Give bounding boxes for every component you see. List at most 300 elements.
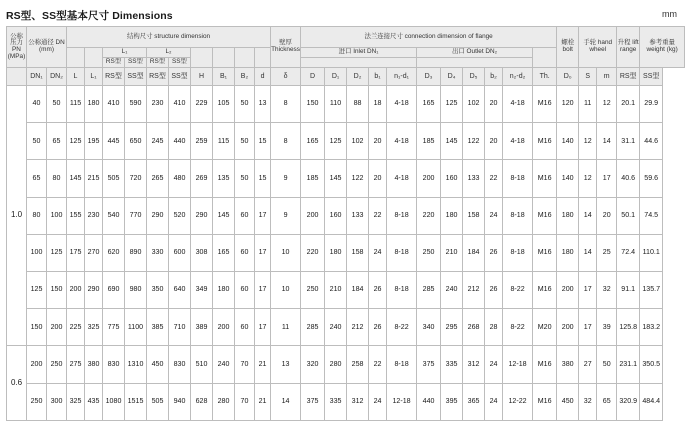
table-cell: 275 <box>67 346 85 383</box>
table-cell: 22 <box>369 197 387 234</box>
bolt-header: 螺栓 bolt <box>557 27 579 68</box>
table-cell: M16 <box>533 383 557 420</box>
table-cell: 60 <box>235 234 255 271</box>
page-title: RS型、SS型基本尺寸 Dimensions <box>6 10 173 22</box>
table-row <box>7 271 685 308</box>
table-cell: 185 <box>417 123 441 160</box>
table-cell: 91.1 <box>617 271 640 308</box>
table-cell: 325 <box>85 309 103 346</box>
table-cell: 200 <box>47 309 67 346</box>
table-cell: 14 <box>271 383 301 420</box>
table-cell: 231.1 <box>617 346 640 383</box>
table-cell: M20 <box>533 309 557 346</box>
table-cell: 295 <box>441 309 463 346</box>
table-cell: 50 <box>47 86 67 123</box>
table-cell: 1080 <box>103 383 125 420</box>
table-cell: 150 <box>27 309 47 346</box>
table-cell: 11 <box>271 309 301 346</box>
table-cell: 220 <box>301 234 325 271</box>
table-cell: 365 <box>463 383 485 420</box>
dimensions-table <box>6 26 685 421</box>
table-cell: 280 <box>213 383 235 420</box>
table-cell: 39 <box>597 309 617 346</box>
table-cell: 160 <box>441 160 463 197</box>
table-cell: 12-22 <box>503 383 533 420</box>
table-cell: 155 <box>67 197 85 234</box>
column-code: D₃ <box>417 68 441 86</box>
column-code: SS型 <box>125 68 147 86</box>
table-cell: 65 <box>27 160 47 197</box>
table-cell: 940 <box>169 383 191 420</box>
column-code: D₂ <box>347 68 369 86</box>
column-code: RS型 <box>617 68 640 86</box>
table-cell: 102 <box>463 86 485 123</box>
column-code: L₁ <box>85 68 103 86</box>
table-cell: 15 <box>255 160 271 197</box>
table-cell: 133 <box>463 160 485 197</box>
table-cell: 200 <box>417 160 441 197</box>
table-cell: 8-18 <box>387 197 417 234</box>
table-cell: 410 <box>169 86 191 123</box>
table-cell: 120 <box>557 86 579 123</box>
table-cell: 8-18 <box>387 234 417 271</box>
l2-header: L₂ <box>147 48 191 58</box>
table-cell: 125 <box>325 123 347 160</box>
pressure-cell: 0.6 <box>7 346 27 420</box>
table-cell: 440 <box>417 383 441 420</box>
table-cell: 20 <box>369 160 387 197</box>
table-cell: 770 <box>125 197 147 234</box>
table-cell: 620 <box>103 234 125 271</box>
table-cell: 830 <box>169 346 191 383</box>
table-cell: 180 <box>213 271 235 308</box>
table-cell: 122 <box>347 160 369 197</box>
column-code: b₁ <box>369 68 387 86</box>
column-code: L <box>67 68 85 86</box>
table-cell: 24 <box>485 383 503 420</box>
table-cell: 125 <box>67 123 85 160</box>
table-cell: 8 <box>271 86 301 123</box>
table-cell: 50 <box>235 160 255 197</box>
column-code: B₁ <box>213 68 235 86</box>
table-cell: 10 <box>271 234 301 271</box>
table-row <box>7 86 685 123</box>
table-cell: 125 <box>441 86 463 123</box>
table-cell: 26 <box>369 271 387 308</box>
table-row <box>7 383 685 420</box>
outlet-header: 出口 Outlet DN₂ <box>417 48 533 58</box>
table-cell: 8 <box>271 123 301 160</box>
table-row <box>7 346 685 383</box>
table-cell: 290 <box>147 197 169 234</box>
table-cell: 690 <box>103 271 125 308</box>
table-cell: 180 <box>85 86 103 123</box>
table-cell: 14 <box>597 123 617 160</box>
table-cell: 32 <box>597 271 617 308</box>
table-cell: 133 <box>347 197 369 234</box>
table-cell: 300 <box>47 383 67 420</box>
pn-header: 公称压力 PN (MPa) <box>7 27 27 68</box>
table-cell: 18 <box>369 86 387 123</box>
table-cell: 340 <box>417 309 441 346</box>
table-cell: 24 <box>369 234 387 271</box>
column-code: D₁ <box>325 68 347 86</box>
table-cell: 312 <box>463 346 485 383</box>
table-cell: 20.1 <box>617 86 640 123</box>
column-code: SS型 <box>640 68 663 86</box>
column-code: DN₁ <box>27 68 47 86</box>
table-cell: 175 <box>67 234 85 271</box>
table-cell: 28 <box>485 309 503 346</box>
l1-header: L₁ <box>103 48 147 58</box>
rs-type-label: RS型 <box>147 58 169 68</box>
table-cell: 8-18 <box>503 234 533 271</box>
ss-type-label: SS型 <box>125 58 147 68</box>
table-cell: 450 <box>147 346 169 383</box>
table-cell: 24 <box>485 197 503 234</box>
table-cell: 640 <box>169 271 191 308</box>
table-cell: 450 <box>557 383 579 420</box>
table-cell: 60 <box>235 197 255 234</box>
table-cell: 40.6 <box>617 160 640 197</box>
table-cell: 4-18 <box>387 86 417 123</box>
table-cell: 320 <box>301 346 325 383</box>
table-cell: 70 <box>235 383 255 420</box>
table-cell: 20 <box>485 123 503 160</box>
table-cell: 8-22 <box>503 271 533 308</box>
table-cell: 21 <box>255 346 271 383</box>
table-cell: 60 <box>235 271 255 308</box>
table-row <box>7 197 685 234</box>
table-cell: 385 <box>147 309 169 346</box>
table-cell: 12 <box>579 160 597 197</box>
table-cell: 200 <box>301 197 325 234</box>
table-cell: 125 <box>27 271 47 308</box>
table-cell: 8-18 <box>503 160 533 197</box>
table-cell: 185 <box>301 160 325 197</box>
table-cell: 210 <box>441 234 463 271</box>
table-cell: 4-18 <box>387 160 417 197</box>
table-cell: 50.1 <box>617 197 640 234</box>
table-row <box>7 234 685 271</box>
table-cell: 510 <box>191 346 213 383</box>
table-cell: 380 <box>85 346 103 383</box>
rs-type-label: RS型 <box>103 58 125 68</box>
table-cell: 285 <box>301 309 325 346</box>
table-cell: 8-22 <box>503 309 533 346</box>
thickness-header: 壁厚 Thickness <box>271 27 301 68</box>
unit-label: mm <box>662 9 677 19</box>
table-cell: 17 <box>255 197 271 234</box>
column-code: SS型 <box>169 68 191 86</box>
table-cell: 158 <box>347 234 369 271</box>
table-cell: 259 <box>191 123 213 160</box>
table-cell: 102 <box>347 123 369 160</box>
table-cell: 50 <box>235 86 255 123</box>
table-cell: 484.4 <box>640 383 663 420</box>
table-cell: 8-22 <box>387 309 417 346</box>
weight-header: 参考重量 weight (kg) <box>640 27 685 68</box>
table-cell: 9 <box>271 160 301 197</box>
table-cell: 32 <box>579 383 597 420</box>
column-code: n₂-d₂ <box>503 68 533 86</box>
table-cell: 125.8 <box>617 309 640 346</box>
table-cell: 160 <box>325 197 347 234</box>
table-cell: 1515 <box>125 383 147 420</box>
table-cell: 285 <box>417 271 441 308</box>
table-cell: 890 <box>125 234 147 271</box>
table-cell: 14 <box>579 197 597 234</box>
table-cell: 375 <box>417 346 441 383</box>
table-cell: 140 <box>557 160 579 197</box>
table-cell: 12-18 <box>503 346 533 383</box>
column-code: n₁-d₁ <box>387 68 417 86</box>
table-cell: M16 <box>533 86 557 123</box>
table-cell: 330 <box>147 234 169 271</box>
table-cell: 720 <box>125 160 147 197</box>
table-cell: 308 <box>191 234 213 271</box>
table-cell: 165 <box>417 86 441 123</box>
table-cell: 17 <box>597 160 617 197</box>
table-cell: 80 <box>47 160 67 197</box>
table-cell: 4-18 <box>503 86 533 123</box>
table-cell: 31.1 <box>617 123 640 160</box>
table-row <box>7 123 685 160</box>
table-cell: 100 <box>47 197 67 234</box>
table-cell: 250 <box>47 346 67 383</box>
table-cell: 980 <box>125 271 147 308</box>
table-cell: 335 <box>325 383 347 420</box>
table-cell: 12 <box>597 86 617 123</box>
table-cell: 122 <box>463 123 485 160</box>
table-cell: 200 <box>557 309 579 346</box>
table-cell: 17 <box>255 271 271 308</box>
table-cell: 830 <box>103 346 125 383</box>
table-cell: 100 <box>27 234 47 271</box>
table-cell: 183.2 <box>640 309 663 346</box>
table-cell: 115 <box>213 123 235 160</box>
table-cell: 240 <box>441 271 463 308</box>
table-cell: 230 <box>147 86 169 123</box>
table-cell: 10 <box>271 271 301 308</box>
table-cell: 165 <box>213 234 235 271</box>
table-cell: 180 <box>441 197 463 234</box>
inlet-header: 进口 Inlet DN₁ <box>301 48 417 58</box>
table-cell: 20 <box>597 197 617 234</box>
table-cell: 17 <box>579 271 597 308</box>
table-cell: 13 <box>271 346 301 383</box>
table-cell: 8-18 <box>387 271 417 308</box>
table-cell: 184 <box>463 234 485 271</box>
table-cell: 24 <box>369 383 387 420</box>
table-cell: 220 <box>417 197 441 234</box>
column-code: d <box>255 68 271 86</box>
table-cell: 12 <box>579 123 597 160</box>
pressure-cell: 1.0 <box>7 86 27 346</box>
table-cell: 245 <box>147 123 169 160</box>
table-cell: 628 <box>191 383 213 420</box>
table-cell: 410 <box>103 86 125 123</box>
table-cell: M16 <box>533 123 557 160</box>
column-code: b₂ <box>485 68 503 86</box>
table-cell: 65 <box>597 383 617 420</box>
structure-header: 结构尺寸 structure dimension <box>67 27 271 48</box>
table-cell: 280 <box>325 346 347 383</box>
table-cell: 40 <box>27 86 47 123</box>
table-cell: 335 <box>441 346 463 383</box>
column-code: RS型 <box>103 68 125 86</box>
column-code: m <box>597 68 617 86</box>
table-cell: 380 <box>557 346 579 383</box>
table-cell: 110.1 <box>640 234 663 271</box>
table-cell: 8-18 <box>503 197 533 234</box>
table-cell: 350.5 <box>640 346 663 383</box>
table-cell: 20 <box>485 86 503 123</box>
column-code: δ <box>271 68 301 86</box>
table-cell: 88 <box>347 86 369 123</box>
table-cell: 200 <box>67 271 85 308</box>
table-cell: 650 <box>125 123 147 160</box>
table-cell: 505 <box>147 383 169 420</box>
table-cell: 230 <box>85 197 103 234</box>
dn-header: 公称通径 DN (mm) <box>27 27 67 68</box>
table-cell: 269 <box>191 160 213 197</box>
column-code: D₄ <box>441 68 463 86</box>
table-cell: 505 <box>103 160 125 197</box>
table-cell: 195 <box>85 123 103 160</box>
table-cell: M16 <box>533 271 557 308</box>
table-cell: 180 <box>557 234 579 271</box>
table-cell: 240 <box>213 346 235 383</box>
table-cell: 200 <box>27 346 47 383</box>
table-cell: 4-18 <box>387 123 417 160</box>
table-cell: 590 <box>125 86 147 123</box>
table-cell: 184 <box>347 271 369 308</box>
table-cell: 320.9 <box>617 383 640 420</box>
table-cell: 210 <box>325 271 347 308</box>
table-cell: 145 <box>441 123 463 160</box>
table-cell: M16 <box>533 234 557 271</box>
table-cell: 145 <box>67 160 85 197</box>
table-cell: M16 <box>533 160 557 197</box>
table-cell: 250 <box>27 383 47 420</box>
table-cell: 225 <box>67 309 85 346</box>
table-cell: 145 <box>213 197 235 234</box>
table-cell: 29.9 <box>640 86 663 123</box>
table-cell: 1310 <box>125 346 147 383</box>
table-cell: M16 <box>533 346 557 383</box>
table-cell: 17 <box>579 309 597 346</box>
table-cell: 389 <box>191 309 213 346</box>
table-cell: 14 <box>579 234 597 271</box>
table-cell: 290 <box>191 197 213 234</box>
column-code: H <box>191 68 213 86</box>
table-cell: 74.5 <box>640 197 663 234</box>
table-cell: 325 <box>67 383 85 420</box>
table-cell: 440 <box>169 123 191 160</box>
table-row <box>7 309 685 346</box>
column-code: DN₂ <box>47 68 67 86</box>
table-cell: 4-18 <box>503 123 533 160</box>
table-cell: 212 <box>347 309 369 346</box>
table-cell: 268 <box>463 309 485 346</box>
column-code: S <box>579 68 597 86</box>
table-cell: 349 <box>191 271 213 308</box>
table-cell: M16 <box>533 197 557 234</box>
column-code: D <box>301 68 325 86</box>
table-cell: 44.6 <box>640 123 663 160</box>
table-cell: 350 <box>147 271 169 308</box>
table-cell: 240 <box>325 309 347 346</box>
table-cell: 26 <box>485 234 503 271</box>
table-cell: 265 <box>147 160 169 197</box>
table-cell: 26 <box>485 271 503 308</box>
table-cell: 9 <box>271 197 301 234</box>
table-cell: 710 <box>169 309 191 346</box>
table-cell: 22 <box>485 160 503 197</box>
table-cell: 20 <box>369 123 387 160</box>
table-cell: 435 <box>85 383 103 420</box>
table-cell: 26 <box>369 309 387 346</box>
table-cell: 150 <box>47 271 67 308</box>
column-code: Th. <box>533 68 557 86</box>
table-cell: 395 <box>441 383 463 420</box>
table-cell: 70 <box>235 346 255 383</box>
table-cell: 135.7 <box>640 271 663 308</box>
ss-type-label: SS型 <box>169 58 191 68</box>
table-cell: 215 <box>85 160 103 197</box>
table-cell: 600 <box>169 234 191 271</box>
table-cell: 60 <box>235 309 255 346</box>
table-cell: 11 <box>579 86 597 123</box>
table-cell: 775 <box>103 309 125 346</box>
table-cell: 125 <box>47 234 67 271</box>
column-code: D₅ <box>463 68 485 86</box>
table-cell: 50 <box>27 123 47 160</box>
column-code: D₀ <box>557 68 579 86</box>
table-cell: 22 <box>369 346 387 383</box>
table-cell: 375 <box>301 383 325 420</box>
table-cell: 312 <box>347 383 369 420</box>
table-cell: 50 <box>597 346 617 383</box>
table-cell: 24 <box>485 346 503 383</box>
table-cell: 290 <box>85 271 103 308</box>
table-cell: 15 <box>255 123 271 160</box>
table-cell: 445 <box>103 123 125 160</box>
table-cell: 250 <box>417 234 441 271</box>
table-cell: 158 <box>463 197 485 234</box>
table-cell: 12-18 <box>387 383 417 420</box>
table-cell: 105 <box>213 86 235 123</box>
table-cell: 250 <box>301 271 325 308</box>
table-cell: 110 <box>325 86 347 123</box>
table-cell: 180 <box>325 234 347 271</box>
lift-header: 升程 lift range <box>617 27 640 68</box>
table-cell: 25 <box>597 234 617 271</box>
table-cell: 13 <box>255 86 271 123</box>
table-cell: 80 <box>27 197 47 234</box>
table-cell: 145 <box>325 160 347 197</box>
table-cell: 212 <box>463 271 485 308</box>
table-row <box>7 160 685 197</box>
connection-header: 法兰连接尺寸 connection dimension of flange <box>301 27 557 48</box>
table-cell: 115 <box>67 86 85 123</box>
table-cell: 150 <box>301 86 325 123</box>
table-cell: 17 <box>255 234 271 271</box>
table-cell: 50 <box>235 123 255 160</box>
table-cell: 270 <box>85 234 103 271</box>
table-cell: 65 <box>47 123 67 160</box>
